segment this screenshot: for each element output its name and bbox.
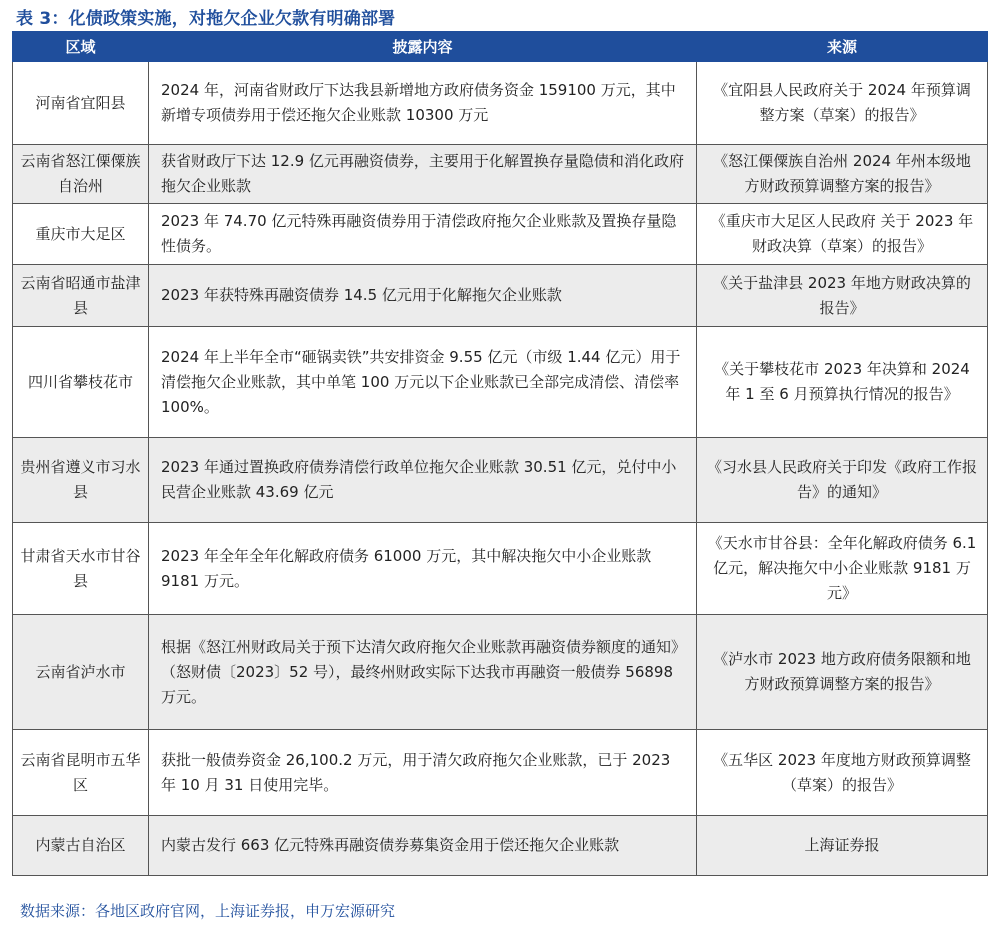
row-region: 云南省昆明市五华区 <box>13 730 149 816</box>
row-content: 2023 年全年全年化解政府债务 61000 万元，其中解决拖欠中小企业账款 9181 万元。 <box>149 523 697 615</box>
table-header-row <box>13 32 988 62</box>
row-source: 《泸水市 2023 地方政府债务限额和地方财政预算调整方案的报告》 <box>697 615 988 730</box>
header-region: 区域 <box>13 32 149 62</box>
row-content: 2024 年上半年全市“砸锅卖铁”共安排资金 9.55 亿元（市级 1.44 亿元）用于清偿拖欠企业账款，其中单笔 100 万元以下企业账款已全部完成清偿、清偿率 100%。 <box>149 327 697 438</box>
row-content: 2023 年通过置换政府债券清偿行政单位拖欠企业账款 30.51 亿元，兑付中小民营企业账款 43.69 亿元 <box>149 438 697 523</box>
row-source: 《习水县人民政府关于印发《政府工作报告》的通知》 <box>697 438 988 523</box>
table-row <box>13 327 988 438</box>
table-row <box>13 438 988 523</box>
table-row <box>13 62 988 145</box>
row-region: 云南省怒江傈僳族自治州 <box>13 145 149 204</box>
row-region: 四川省攀枝花市 <box>13 327 149 438</box>
table-row <box>13 265 988 327</box>
row-content: 内蒙古发行 663 亿元特殊再融资债券募集资金用于偿还拖欠企业账款 <box>149 816 697 876</box>
row-source: 《重庆市大足区人民政府 关于 2023 年财政决算（草案）的报告》 <box>697 204 988 265</box>
row-region: 云南省昭通市盐津县 <box>13 265 149 327</box>
row-content: 2023 年获特殊再融资债券 14.5 亿元用于化解拖欠企业账款 <box>149 265 697 327</box>
row-source: 《五华区 2023 年度地方财政预算调整（草案）的报告》 <box>697 730 988 816</box>
table-row <box>13 615 988 730</box>
row-region: 内蒙古自治区 <box>13 816 149 876</box>
header-source: 来源 <box>697 32 988 62</box>
row-content: 2024 年，河南省财政厅下达我县新增地方政府债务资金 159100 万元，其中新增专项债券用于偿还拖欠企业账款 10300 万元 <box>149 62 697 145</box>
header-content: 披露内容 <box>149 32 697 62</box>
row-content: 2023 年 74.70 亿元特殊再融资债券用于清偿政府拖欠企业账款及置换存量隐性债务。 <box>149 204 697 265</box>
row-content: 根据《怒江州财政局关于预下达清欠政府拖欠企业账款再融资债券额度的通知》（怒财债〔2023〕52 号），最终州财政实际下达我市再融资一般债券 56898 万元。 <box>149 615 697 730</box>
table-row <box>13 145 988 204</box>
table-row <box>13 523 988 615</box>
table-row <box>13 204 988 265</box>
row-region: 贵州省遵义市习水县 <box>13 438 149 523</box>
row-region: 甘肃省天水市甘谷县 <box>13 523 149 615</box>
table-title: 表 3：化债政策实施，对拖欠企业欠款有明确部署 <box>16 9 396 29</box>
policy-table <box>12 31 988 876</box>
row-content: 获省财政厅下达 12.9 亿元再融资债券，主要用于化解置换存量隐债和消化政府拖欠企业账款 <box>149 145 697 204</box>
row-region: 云南省泸水市 <box>13 615 149 730</box>
row-source: 《怒江傈僳族自治州 2024 年州本级地方财政预算调整方案的报告》 <box>697 145 988 204</box>
data-source-note: 数据来源：各地区政府官网，上海证券报，申万宏源研究 <box>20 902 396 920</box>
row-source: 《关于攀枝花市 2023 年决算和 2024 年 1 至 6 月预算执行情况的报告》 <box>697 327 988 438</box>
row-region: 重庆市大足区 <box>13 204 149 265</box>
row-source: 《宜阳县人民政府关于 2024 年预算调整方案（草案）的报告》 <box>697 62 988 145</box>
row-source: 上海证券报 <box>697 816 988 876</box>
row-region: 河南省宜阳县 <box>13 62 149 145</box>
row-source: 《天水市甘谷县：全年化解政府债务 6.1 亿元，解决拖欠中小企业账款 9181 万元》 <box>697 523 988 615</box>
row-content: 获批一般债券资金 26,100.2 万元，用于清欠政府拖欠企业账款，已于 2023 年 10 月 31 日使用完毕。 <box>149 730 697 816</box>
table-row <box>13 816 988 876</box>
row-source: 《关于盐津县 2023 年地方财政决算的报告》 <box>697 265 988 327</box>
table-row <box>13 730 988 816</box>
